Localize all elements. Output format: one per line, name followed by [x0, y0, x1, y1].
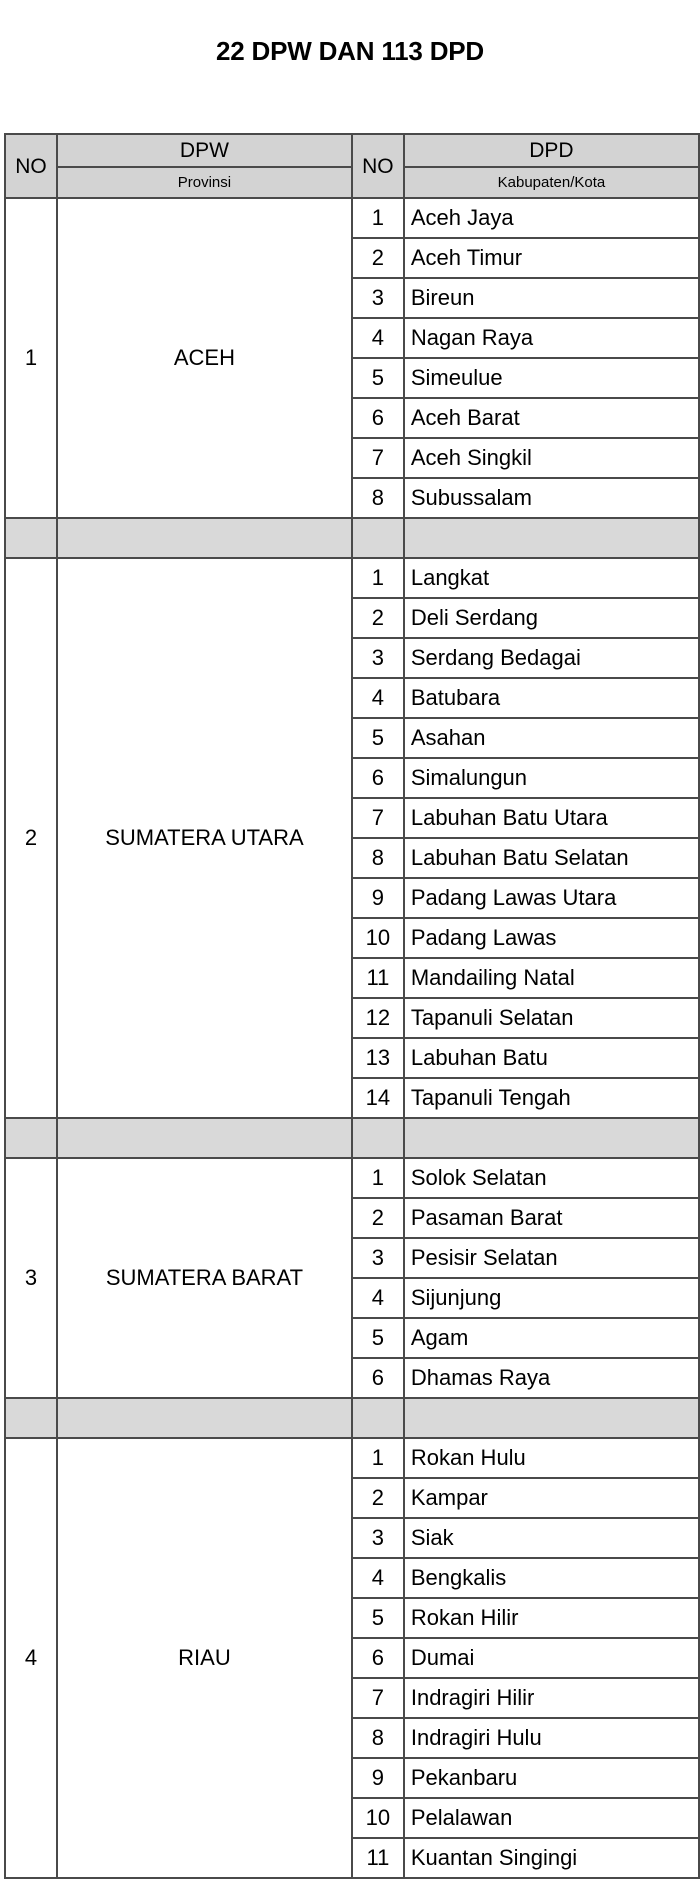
district-number: 14 [352, 1078, 404, 1118]
separator-row [5, 1118, 699, 1158]
district-number: 1 [352, 1158, 404, 1198]
district-name: Simeulue [404, 358, 699, 398]
province-name: ACEH [57, 198, 352, 518]
header-no: NO [5, 134, 57, 198]
district-name: Tapanuli Tengah [404, 1078, 699, 1118]
district-number: 4 [352, 1558, 404, 1598]
separator-cell [5, 1398, 57, 1438]
district-name: Padang Lawas [404, 918, 699, 958]
district-name: Rokan Hilir [404, 1598, 699, 1638]
separator-row [5, 518, 699, 558]
separator-cell [57, 518, 352, 558]
province-number: 2 [5, 558, 57, 1118]
separator-cell [404, 518, 699, 558]
district-name: Kampar [404, 1478, 699, 1518]
province-number: 4 [5, 1438, 57, 1878]
province-name: SUMATERA BARAT [57, 1158, 352, 1398]
header-row [5, 134, 699, 167]
district-name: Pelalawan [404, 1798, 699, 1838]
district-name: Sijunjung [404, 1278, 699, 1318]
district-number: 2 [352, 1198, 404, 1238]
district-number: 5 [352, 718, 404, 758]
district-name: Labuhan Batu Selatan [404, 838, 699, 878]
district-name: Simalungun [404, 758, 699, 798]
district-name: Rokan Hulu [404, 1438, 699, 1478]
district-number: 3 [352, 638, 404, 678]
district-number: 6 [352, 1638, 404, 1678]
district-number: 3 [352, 278, 404, 318]
district-number: 10 [352, 1798, 404, 1838]
district-number: 11 [352, 958, 404, 998]
district-number: 12 [352, 998, 404, 1038]
district-name: Siak [404, 1518, 699, 1558]
province-name: RIAU [57, 1438, 352, 1878]
district-number: 2 [352, 598, 404, 638]
district-name: Asahan [404, 718, 699, 758]
district-name: Bireun [404, 278, 699, 318]
table-row [5, 1438, 699, 1478]
separator-cell [404, 1398, 699, 1438]
district-number: 11 [352, 1838, 404, 1878]
dpw-dpd-table [4, 133, 700, 1879]
header-dpd: DPD [404, 134, 699, 167]
district-name: Dhamas Raya [404, 1358, 699, 1398]
district-name: Padang Lawas Utara [404, 878, 699, 918]
table-row [5, 558, 699, 598]
separator-row [5, 1398, 699, 1438]
district-name: Serdang Bedagai [404, 638, 699, 678]
district-number: 5 [352, 1598, 404, 1638]
district-name: Nagan Raya [404, 318, 699, 358]
district-number: 7 [352, 438, 404, 478]
district-number: 9 [352, 1758, 404, 1798]
district-number: 8 [352, 478, 404, 518]
district-name: Tapanuli Selatan [404, 998, 699, 1038]
district-number: 8 [352, 838, 404, 878]
district-number: 4 [352, 678, 404, 718]
district-number: 4 [352, 318, 404, 358]
district-name: Langkat [404, 558, 699, 598]
district-name: Pasaman Barat [404, 1198, 699, 1238]
district-name: Pekanbaru [404, 1758, 699, 1798]
province-name: SUMATERA UTARA [57, 558, 352, 1118]
district-name: Indragiri Hilir [404, 1678, 699, 1718]
separator-cell [352, 1118, 404, 1158]
district-name: Bengkalis [404, 1558, 699, 1598]
header-dpd-no: NO [352, 134, 404, 198]
district-number: 5 [352, 358, 404, 398]
province-number: 3 [5, 1158, 57, 1398]
separator-cell [352, 1398, 404, 1438]
district-name: Subussalam [404, 478, 699, 518]
district-name: Agam [404, 1318, 699, 1358]
district-number: 1 [352, 558, 404, 598]
district-name: Deli Serdang [404, 598, 699, 638]
district-name: Aceh Timur [404, 238, 699, 278]
district-name: Batubara [404, 678, 699, 718]
district-name: Solok Selatan [404, 1158, 699, 1198]
district-name: Aceh Jaya [404, 198, 699, 238]
district-name: Pesisir Selatan [404, 1238, 699, 1278]
province-number: 1 [5, 198, 57, 518]
district-number: 7 [352, 1678, 404, 1718]
district-number: 6 [352, 1358, 404, 1398]
header-dpd-sub: Kabupaten/Kota [404, 167, 699, 198]
district-name: Dumai [404, 1638, 699, 1678]
separator-cell [352, 518, 404, 558]
district-number: 8 [352, 1718, 404, 1758]
district-number: 1 [352, 1438, 404, 1478]
separator-cell [5, 518, 57, 558]
district-name: Indragiri Hulu [404, 1718, 699, 1758]
header-dpw-sub: Provinsi [57, 167, 352, 198]
district-name: Kuantan Singingi [404, 1838, 699, 1878]
separator-cell [404, 1118, 699, 1158]
district-number: 6 [352, 398, 404, 438]
district-number: 3 [352, 1518, 404, 1558]
header-dpw: DPW [57, 134, 352, 167]
separator-cell [5, 1118, 57, 1158]
district-number: 13 [352, 1038, 404, 1078]
district-name: Mandailing Natal [404, 958, 699, 998]
district-number: 5 [352, 1318, 404, 1358]
table-row [5, 198, 699, 238]
district-name: Aceh Singkil [404, 438, 699, 478]
district-name: Aceh Barat [404, 398, 699, 438]
district-number: 2 [352, 238, 404, 278]
district-number: 7 [352, 798, 404, 838]
district-number: 6 [352, 758, 404, 798]
district-number: 2 [352, 1478, 404, 1518]
separator-cell [57, 1398, 352, 1438]
district-name: Labuhan Batu [404, 1038, 699, 1078]
district-number: 10 [352, 918, 404, 958]
table-row [5, 1158, 699, 1198]
district-number: 1 [352, 198, 404, 238]
district-number: 9 [352, 878, 404, 918]
district-name: Labuhan Batu Utara [404, 798, 699, 838]
document-title: 22 DPW DAN 113 DPD [215, 36, 485, 66]
district-number: 3 [352, 1238, 404, 1278]
district-number: 4 [352, 1278, 404, 1318]
separator-cell [57, 1118, 352, 1158]
